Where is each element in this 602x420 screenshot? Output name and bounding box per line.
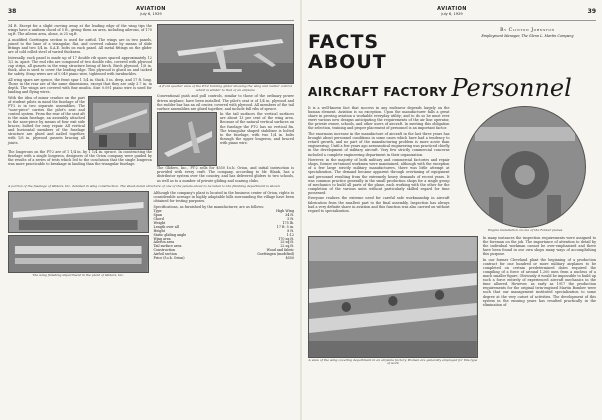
- left-paragraph: All wing spars are spruce, the front spar 1 1/4 in. thick, 5 in. deep, and 17 ft. long. Those in the rear are of the same dimensions, except that they are only 3.7 in. in depth. The wings are covered with fine muslin. Size 0.091 piano wire is used for landing and flying wires.: [8, 77, 152, 94]
- spec-value: Wood and fabric: [266, 248, 294, 253]
- specifications-table: [154, 210, 295, 261]
- left-bottom-column-2: [154, 191, 295, 278]
- left-column-2: [157, 24, 294, 184]
- fuselage-photo-caption: A portion of the fuselage of Gliders, Inc. detailed in wing construction. The sheet-metal structure of one of the panels about to be taken to the finishing department is shown: [8, 184, 280, 189]
- left-paragraph: The longerons on the PT-2 are of 1 1/4 in. by 1 1/4 in. spruce. In constructing the fuselage with a single longeron, designers of the Orion company were guided by the results of a series of tests which led to the conclusion that the single longeron was more practicable to breakage in landing than the triangular fuselage.: [8, 149, 152, 166]
- right-running-head: [308, 6, 596, 21]
- spec-value: 25 sq.ft.: [280, 240, 294, 245]
- wing-covering-photo-illustration: [309, 237, 477, 357]
- spec-value: 175 lb.: [282, 220, 294, 225]
- right-page: [302, 0, 602, 420]
- left-paragraph: In the tail surfaces the vertical surfaces are about 13 per cent of the wing area. Because of the natural vertical surfaces on the fuselage the PT-2 has no vertical fin. The triangular shaped stabilizer is bolted to the fuselage, with two 1/4 in. bolts through the upper longeron, and braced with piano wire.: [219, 112, 294, 145]
- wing-shop-photo-caption: The wing finishing department in the plant of Gliders, Inc.: [32, 272, 125, 277]
- spec-label: Span: [153, 213, 162, 218]
- left-paragraph: 34 ft. Except for a slight curving away at the leading edge of the wing tips the wings have a uniform chord of 5 ft., giving them an area, including ailerons, of 170 sq.ft. The aileron area, alone, is 25 sq.ft.: [8, 24, 152, 37]
- right-paragraph: Everyone realizes the extreme need for careful safe workmanship in aircraft fabrication from the smallest part to the final assembly. Inspection has always had a very definite share in aviation and this function was also carried on without regard to specialization.: [308, 196, 450, 213]
- article-title-line2: AIRCRAFT FACTORY: [308, 85, 448, 99]
- wing-shop-photo-lower-illustration: [9, 236, 148, 272]
- byline: By Clinton Johnston: [500, 28, 555, 33]
- byline-affiliation: Employment Manager, The Glenn L. Martin Company: [481, 34, 574, 38]
- left-bottom-columns: [8, 191, 294, 278]
- spec-label: Airfoil section: [153, 252, 177, 257]
- left-top-columns: [8, 24, 294, 184]
- right-column-2: [455, 106, 597, 233]
- left-paragraph: With the idea of minor crashes on the part of student pilots in mind the fuselage of the PT-2 is in two separate assemblies. The "nose-piece" carries the pilot's seat and control system. From the rear of the seat aft is the main fuselage, an assembly attached to the nose-piece by means of four exit side braces, bolted for easy repair. All vertical and horizontal members of the fuselage structure are glued and nailed together, with 1/8 in. plywood gussets bracing all joints.: [8, 95, 85, 145]
- right-paragraph: In our former Cleveland plant the beginning of a production contract for one hundred or more military airplanes to be completed on certain predetermined dates required the compiling of a force of around 1,200 men from a nucleus of a much smaller figure. Obviously it would be impossible to build up such a force entirely of experienced aircraft mechanics in the time allowed. However, as early as 1917 the production requirements for the original twin-engined Martin Bomber were such that our management instituted specialization to some degree at the very outset of activities. The development of this system in the ensuing years has resulted practically in the elimination of: [482, 257, 596, 307]
- spec-row: [154, 257, 295, 261]
- engine-photo-illustration: [465, 107, 585, 227]
- left-column-1: [8, 24, 152, 184]
- right-page-number: 39: [587, 8, 596, 15]
- spec-label: Type: [153, 209, 162, 214]
- spec-value: 17 ft. 5 in.: [276, 224, 294, 229]
- spec-value: 5 ft.: [287, 217, 294, 222]
- right-magazine-date: July 6, 1929: [441, 12, 463, 16]
- left-paragraph: Conventional push and pull controls, similar to those of the ordinary power driven airplane, have been installed. The pilot's seat is of 1/4 in. plywood and the rudder bar has an oil center, covered with plywood. All members of the tail surface assemblies are glued together, and include full ribs of spruce.: [156, 94, 294, 111]
- spec-value: Goettingen (modified): [257, 252, 294, 257]
- right-magazine-masthead: [308, 7, 596, 17]
- wing-covering-photo-caption: A view of the wing covering department in an airplane factory. Women are generally employed for this type of work: [308, 357, 478, 366]
- fuselage-photo-block: [88, 96, 152, 150]
- glider-photo: [157, 24, 294, 84]
- tail-section: [157, 112, 294, 166]
- left-paragraph: Although the company's plant is located in the business center of Orion, rights to considerable acreage in highly adaptable hills surrounding the village have been obtained for testing purposes.: [153, 190, 294, 204]
- spec-value: 1:12: [286, 232, 294, 237]
- wing-covering-photo: [308, 236, 478, 358]
- tail-photo-illustration: [158, 113, 217, 165]
- engine-photo-wrap: [455, 106, 597, 228]
- tail-photo-block: [157, 112, 217, 166]
- wing-shop-photo-lower: [8, 235, 149, 273]
- spec-label: Weight: [153, 220, 166, 225]
- fuselage-photo-illustration: [89, 97, 152, 149]
- left-page-number: 38: [8, 8, 17, 15]
- spec-value: 8 ft.: [287, 228, 294, 233]
- right-paragraph: The enormous increase in the manufacture of aircraft in the last three years has brought about personnel conditions in some cases which have had a tendency to retard growth, and no part of the manufacturing problem is more acute than engineering. Until a few years ago aeronautical engineering was practiced chiefly in the development of military aircraft. Very few strictly commercial concerns included a complete engineering department in their organization.: [308, 132, 450, 157]
- right-top-columns: [308, 106, 596, 233]
- spec-label: Aileron area: [153, 240, 175, 245]
- left-paragraph: A modified Goettingen section is used for airfoil. The wings are in two panels, joined to the base of a triangular, flat, and covered cabane by means of slide fittings and two 1/4 in. S.A.E. bolts on each panel. All metal fittings on the glider are of cold rolled steel of varied thickness.: [8, 37, 152, 55]
- tail-photo: [157, 112, 217, 166]
- right-column-1: [308, 106, 450, 233]
- spec-label: Construction: [153, 248, 176, 253]
- spec-label: Length over all: [153, 224, 179, 229]
- left-paragraph: The Gliders, Inc., PT-2 sells for $550 f.o.b. Orion, and initial instruction is provided with every craft. The company, according to Mr. Blank, has a distributor system over the country, and has delivered gliders to two schools, as well as to a number of private gliding and soaring clubs.: [156, 166, 294, 183]
- spec-label: Chord: [153, 217, 164, 222]
- right-bottom-columns: [308, 236, 596, 366]
- spec-value: 22 sq.ft.: [280, 244, 294, 249]
- left-running-head: [8, 6, 294, 21]
- right-paragraph: However, in the majority of both military and commercial factories and repair shops, former ex-trained workmen were maintained, although with the exception of a few large strictly military manufacturers, there was little attempt at specialization. The demand became apparent through overtaxing of equipment and personnel resulting from the extremely heavy demands of recent years. It was common practice generally in the small production shops for a single group of mechanics to build all parts of the plane, each working with the other for the completion of the various units without particularly skilled regard for time possessed.: [308, 158, 450, 195]
- spec-label: Height: [153, 228, 165, 233]
- spec-label: Price (f.o.b. Orion): [153, 256, 185, 261]
- article-header: [308, 24, 596, 72]
- article-title-line3: Personnel: [451, 74, 572, 102]
- left-paragraph: Internally, each panel is made up of 17 double rib spars spaced approximately 12 1/2 in. apart. The end ribs are composed of two double ribs, covered with plywood cap strips, all gussets in the wing structure being of birch. Birch plywood, 1/8 in. thick, also is used to cover the leading edge. This plywood is glued on and tacked for safety. Strap wires are of 0.049 piano wire, tightened with turnbuckles.: [8, 55, 152, 77]
- engine-photo-caption: Engine installation on one of the Fokker planes: [488, 228, 563, 232]
- fuselage-section: [8, 96, 152, 150]
- glider-photo-caption: A front quarter view of the PT-2 training glider showing the wing and rudder control which is similar to that of an airplane: [159, 84, 292, 92]
- article-title-block: [308, 24, 459, 72]
- left-magazine-date: July 6, 1929: [140, 12, 162, 16]
- wing-shop-photo-upper-illustration: [9, 192, 148, 232]
- left-page: [0, 0, 300, 420]
- wing-shop-photo-upper: [8, 191, 149, 233]
- engine-photo: [464, 106, 586, 228]
- right-paragraph: It is a well-known fact that success in any endeavor depends largely on the human element. Aviation is no exception. Upon the manufacturer falls a great share in proving aviation a workable everyday utility; and to do so he must ever exert various new designs anticipating the requirements of the air line operator, the private owner, schools, and other users of aircraft. In meeting this obligation the selection, training and proper placement of personnel is an important factor.: [308, 106, 450, 131]
- left-magazine-masthead: [8, 7, 294, 17]
- spec-value: 170 sq.ft.: [278, 236, 294, 241]
- spec-label: Static gliding angle: [153, 232, 187, 237]
- right-column-3: [483, 236, 596, 366]
- left-bottom-column-1: [8, 191, 149, 278]
- fuselage-photo: [88, 96, 152, 150]
- right-paragraph: In many instances the inspection requirements were assigned to the foreman on the job. The importance of attention to detail by the individual workman cannot be over-emphasized and there have been found in our own shops many ways of accomplishing this purpose.: [482, 235, 596, 257]
- spec-value: 34 ft.: [285, 213, 294, 218]
- spec-label: Wing area: [153, 236, 171, 241]
- byline-block: [459, 24, 596, 72]
- wing-covering-photo-block: [308, 236, 478, 366]
- glider-photo-illustration: [158, 25, 293, 83]
- article-title-row: [308, 74, 596, 102]
- spec-value: High Wing: [276, 209, 294, 214]
- left-magazine-name: AVIATION: [136, 6, 166, 12]
- spec-value: $550: [285, 256, 294, 261]
- spec-label: Tail surface area: [153, 244, 182, 249]
- article-title-line1: FACTS ABOUT: [308, 31, 387, 73]
- left-paragraph: Specifications, as furnished by the manufacturer, are as follows:: [153, 204, 265, 209]
- right-magazine-name: AVIATION: [437, 6, 467, 12]
